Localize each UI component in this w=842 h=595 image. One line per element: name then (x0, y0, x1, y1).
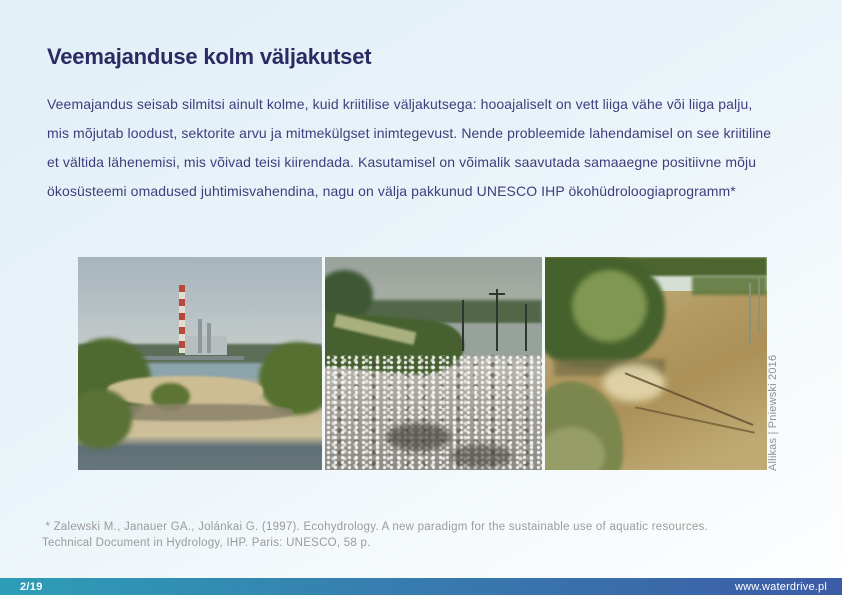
distant-trees-right (692, 276, 767, 295)
smokestack (198, 319, 202, 353)
water-dark-patch (451, 444, 512, 467)
body-text-line: mis mõjutab loodust, sektorite arvu ja mitmekülgset inimtegevust. Nende probleemide lahendamisel on see kriitiline (47, 125, 772, 141)
foreground-bushes-left (78, 389, 132, 449)
body-text-line: et vältida lähenemisi, mis võivad teisi kiirendada. Kasutamisel on võimalik saavutada samaaegne positiivne mõju (47, 154, 757, 170)
utility-pole (496, 289, 498, 351)
riverbank-bushes-right (259, 342, 322, 414)
photo-muddy-floodwater (545, 257, 767, 470)
photo-river-with-industrial-chimneys (78, 257, 322, 470)
photo-flooded-embankment (325, 257, 542, 470)
photo-strip (78, 257, 767, 470)
utility-pole (525, 304, 527, 351)
body-text-line: ökosüsteemi omadused juhtimisvahendina, nagu on välja pakkunud UNESCO IHP ökohüdroloogiaprogramm* (47, 183, 736, 199)
power-plant-building (185, 336, 226, 355)
water-dark-patch (386, 423, 451, 451)
smokestack (207, 323, 211, 353)
website-link[interactable]: www.waterdrive.pl (734, 580, 827, 593)
page-number: 2/19 (20, 580, 43, 593)
striped-chimney (179, 285, 185, 353)
footnote-line: Technical Document in Hydrology, IHP. Paris: UNESCO, 58 p. (42, 536, 371, 549)
footnote (42, 520, 708, 551)
dead-tree-stick (749, 283, 751, 347)
footnote-line: * Zalewski M., Janauer GA., Jolánkai G. (1997). Ecohydrology. A new paradigm for the sustainable use of aquatic resources. (42, 521, 708, 533)
slide-body-paragraph (47, 90, 771, 206)
body-text-line: Veemajandus seisab silmitsi ainult kolme, kuid kriitilise väljakutsega: hooajaliselt on vett liiga vähe või liiga palju, (47, 96, 753, 112)
utility-pole (462, 300, 464, 351)
utility-pole-crossbar (489, 293, 505, 295)
photo-credit: Allikas | Pniewski 2016 (767, 354, 779, 471)
footer-bar (0, 578, 842, 595)
slide-title: Veemajanduse kolm väljakutset (47, 44, 372, 69)
water-glare (603, 364, 665, 402)
dead-tree-stick (758, 276, 760, 331)
tree-highlight (572, 270, 647, 342)
floating-branch (635, 406, 755, 433)
